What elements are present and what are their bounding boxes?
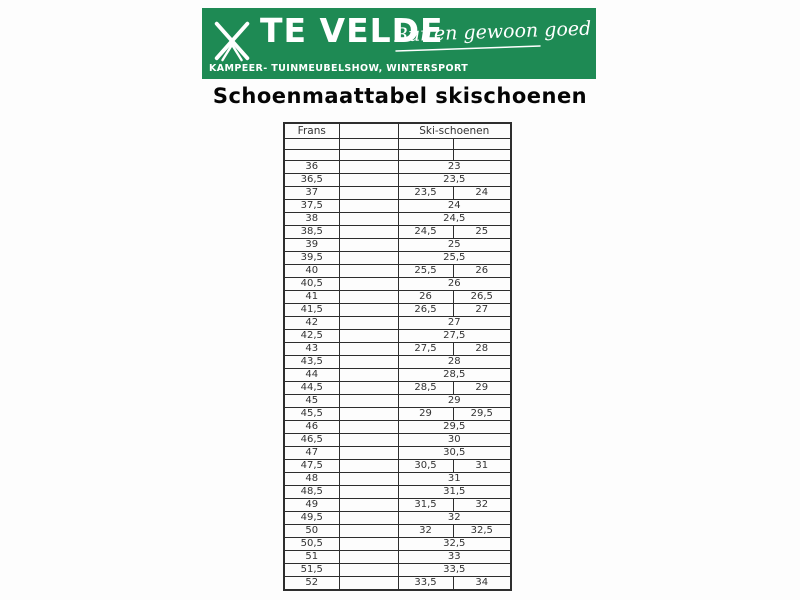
frans-size-cell: 49 [284, 499, 339, 512]
table-row [284, 447, 511, 460]
frans-size-cell: 42 [284, 317, 339, 330]
table-row [284, 265, 511, 278]
table-row [284, 213, 511, 226]
frans-size-cell: 41,5 [284, 304, 339, 317]
frans-size-cell: 49,5 [284, 512, 339, 525]
spacer-cell [339, 577, 398, 591]
frans-size-cell: 44 [284, 369, 339, 382]
spacer-cell [339, 525, 398, 538]
ski-size-cell-right: 32 [453, 499, 511, 512]
size-table-body [284, 139, 511, 591]
ski-size-cell-right: 25 [453, 226, 511, 239]
frans-size-cell: 52 [284, 577, 339, 591]
spacer-cell [339, 486, 398, 499]
table-row [284, 369, 511, 382]
spacer-cell [339, 369, 398, 382]
frans-size-cell: 38 [284, 213, 339, 226]
ski-size-cell: 30 [398, 434, 511, 447]
ski-size-cell: 24 [398, 200, 511, 213]
spacer-cell [339, 421, 398, 434]
ski-size-cell: 29 [398, 395, 511, 408]
spacer-cell [339, 551, 398, 564]
ski-size-cell: 25,5 [398, 252, 511, 265]
ski-size-cell-right: 27 [453, 304, 511, 317]
ski-size-cell-right: 26,5 [453, 291, 511, 304]
spacer-cell [339, 213, 398, 226]
table-row [284, 291, 511, 304]
ski-size-cell-right: 31 [453, 460, 511, 473]
ski-size-cell-right: 34 [453, 577, 511, 591]
ski-size-cell-left: 28,5 [398, 382, 453, 395]
ski-size-cell: 32,5 [398, 538, 511, 551]
ski-size-cell: 23,5 [398, 174, 511, 187]
frans-size-cell: 39,5 [284, 252, 339, 265]
table-header-row [284, 123, 511, 139]
table-row [284, 538, 511, 551]
table-row [284, 239, 511, 252]
empty-cell [453, 139, 511, 150]
table-row [284, 408, 511, 421]
frans-size-cell: 48 [284, 473, 339, 486]
frans-size-cell: 42,5 [284, 330, 339, 343]
spacer-cell [339, 226, 398, 239]
frans-size-cell: 39 [284, 239, 339, 252]
header-frans: Frans [284, 123, 339, 139]
ski-size-cell-left: 26 [398, 291, 453, 304]
spacer-cell [339, 317, 398, 330]
ski-size-cell: 27,5 [398, 330, 511, 343]
frans-size-cell: 50 [284, 525, 339, 538]
ski-size-cell: 31 [398, 473, 511, 486]
empty-cell [339, 139, 398, 150]
table-row [284, 499, 511, 512]
ski-size-cell-right: 29 [453, 382, 511, 395]
table-row [284, 278, 511, 291]
ski-size-cell-left: 32 [398, 525, 453, 538]
header-spacer [339, 123, 398, 139]
page-title: Schoenmaattabel skischoenen [212, 84, 588, 108]
table-row [284, 486, 511, 499]
spacer-cell [339, 304, 398, 317]
empty-cell [284, 139, 339, 150]
spacer-cell [339, 343, 398, 356]
table-row [284, 200, 511, 213]
table-row [284, 460, 511, 473]
ski-size-cell-left: 29 [398, 408, 453, 421]
ski-size-cell: 30,5 [398, 447, 511, 460]
ski-size-cell-left: 30,5 [398, 460, 453, 473]
mountain-x-icon [210, 17, 256, 63]
ski-size-cell: 29,5 [398, 421, 511, 434]
ski-size-cell: 25 [398, 239, 511, 252]
frans-size-cell: 43,5 [284, 356, 339, 369]
ski-size-cell-right: 24 [453, 187, 511, 200]
table-row [284, 161, 511, 174]
ski-size-cell: 33,5 [398, 564, 511, 577]
empty-row [284, 150, 511, 161]
empty-cell [339, 150, 398, 161]
spacer-cell [339, 187, 398, 200]
table-row [284, 421, 511, 434]
ski-size-cell: 23 [398, 161, 511, 174]
empty-row [284, 139, 511, 150]
spacer-cell [339, 278, 398, 291]
header-ski-schoenen: Ski-schoenen [398, 123, 511, 139]
spacer-cell [339, 161, 398, 174]
table-row [284, 577, 511, 591]
tagline-text: Buiten gewoon goed [393, 17, 592, 47]
spacer-cell [339, 499, 398, 512]
spacer-cell [339, 239, 398, 252]
ski-size-cell-right: 29,5 [453, 408, 511, 421]
ski-size-cell: 28 [398, 356, 511, 369]
table-row [284, 473, 511, 486]
brand-subtitle: KAMPEER- TUINMEUBELSHOW, WINTERSPORT [209, 63, 469, 74]
ski-size-cell-left: 25,5 [398, 265, 453, 278]
ski-size-cell: 24,5 [398, 213, 511, 226]
ski-size-cell-left: 27,5 [398, 343, 453, 356]
table-row [284, 395, 511, 408]
ski-size-cell-left: 24,5 [398, 226, 453, 239]
brand-banner [202, 8, 596, 79]
table-row [284, 187, 511, 200]
frans-size-cell: 40,5 [284, 278, 339, 291]
spacer-cell [339, 408, 398, 421]
ski-size-cell: 31,5 [398, 486, 511, 499]
table-row [284, 252, 511, 265]
frans-size-cell: 40 [284, 265, 339, 278]
spacer-cell [339, 473, 398, 486]
table-row [284, 356, 511, 369]
spacer-cell [339, 395, 398, 408]
table-row [284, 330, 511, 343]
table-row [284, 174, 511, 187]
frans-size-cell: 46 [284, 421, 339, 434]
ski-size-cell-left: 26,5 [398, 304, 453, 317]
frans-size-cell: 41 [284, 291, 339, 304]
table-row [284, 226, 511, 239]
frans-size-cell: 38,5 [284, 226, 339, 239]
ski-size-cell-right: 28 [453, 343, 511, 356]
spacer-cell [339, 200, 398, 213]
ski-size-cell: 32 [398, 512, 511, 525]
table-row [284, 382, 511, 395]
ski-size-cell: 27 [398, 317, 511, 330]
empty-cell [453, 150, 511, 161]
frans-size-cell: 37 [284, 187, 339, 200]
frans-size-cell: 37,5 [284, 200, 339, 213]
frans-size-cell: 45,5 [284, 408, 339, 421]
spacer-cell [339, 265, 398, 278]
ski-size-cell: 33 [398, 551, 511, 564]
frans-size-cell: 47 [284, 447, 339, 460]
spacer-cell [339, 447, 398, 460]
spacer-cell [339, 291, 398, 304]
frans-size-cell: 36,5 [284, 174, 339, 187]
frans-size-cell: 48,5 [284, 486, 339, 499]
ski-size-cell-left: 33,5 [398, 577, 453, 591]
spacer-cell [339, 252, 398, 265]
table-row [284, 317, 511, 330]
table-row [284, 343, 511, 356]
spacer-cell [339, 564, 398, 577]
spacer-cell [339, 512, 398, 525]
brand-name: TE VELDE [260, 11, 444, 50]
ski-size-cell-right: 26 [453, 265, 511, 278]
size-table [283, 122, 512, 591]
table-row [284, 525, 511, 538]
spacer-cell [339, 434, 398, 447]
spacer-cell [339, 174, 398, 187]
empty-cell [398, 150, 453, 161]
frans-size-cell: 36 [284, 161, 339, 174]
ski-size-cell-left: 23,5 [398, 187, 453, 200]
ski-size-cell-left: 31,5 [398, 499, 453, 512]
ski-size-cell: 26 [398, 278, 511, 291]
frans-size-cell: 45 [284, 395, 339, 408]
empty-cell [398, 139, 453, 150]
frans-size-cell: 51,5 [284, 564, 339, 577]
spacer-cell [339, 330, 398, 343]
frans-size-cell: 46,5 [284, 434, 339, 447]
table-row [284, 304, 511, 317]
frans-size-cell: 47,5 [284, 460, 339, 473]
table-row [284, 512, 511, 525]
frans-size-cell: 51 [284, 551, 339, 564]
ski-size-cell: 28,5 [398, 369, 511, 382]
frans-size-cell: 43 [284, 343, 339, 356]
table-row [284, 434, 511, 447]
brand-tagline [393, 17, 592, 52]
spacer-cell [339, 356, 398, 369]
table-row [284, 551, 511, 564]
spacer-cell [339, 460, 398, 473]
empty-cell [284, 150, 339, 161]
frans-size-cell: 50,5 [284, 538, 339, 551]
spacer-cell [339, 382, 398, 395]
ski-size-cell-right: 32,5 [453, 525, 511, 538]
frans-size-cell: 44,5 [284, 382, 339, 395]
spacer-cell [339, 538, 398, 551]
table-row [284, 564, 511, 577]
